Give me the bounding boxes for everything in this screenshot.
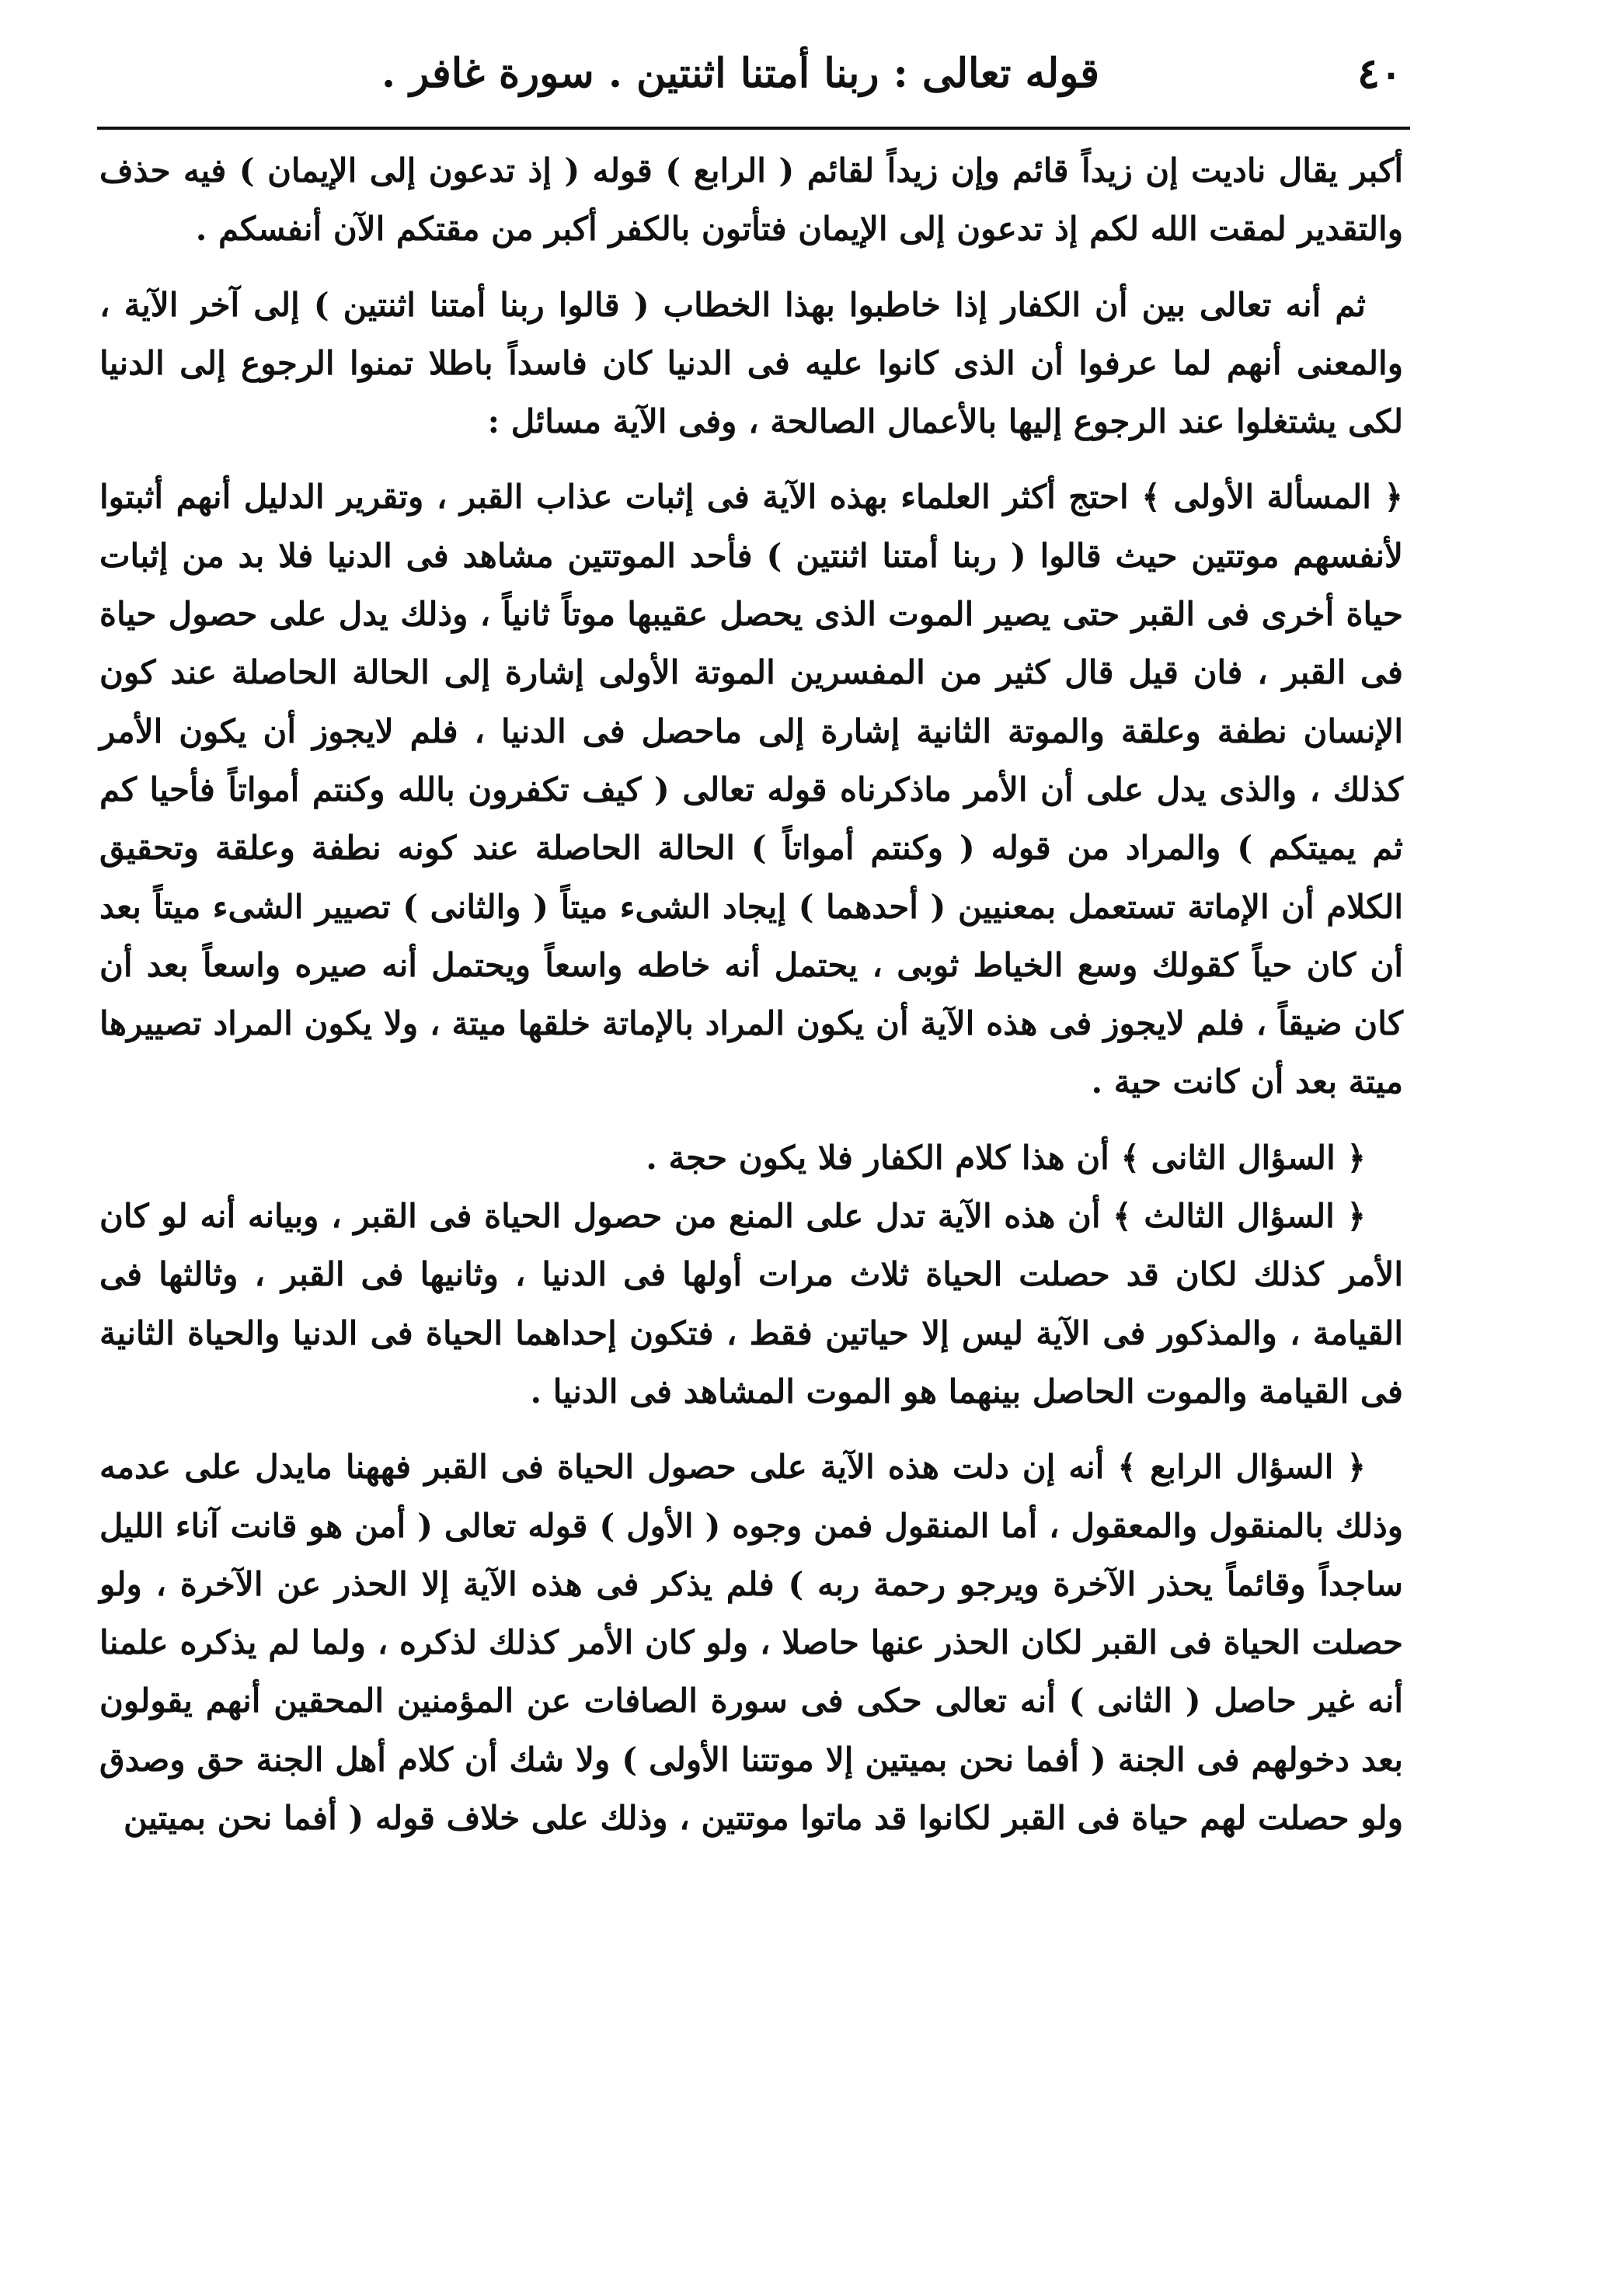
paragraph: ﴿ المسألة الأولى ﴾ احتج أكثر العلماء بهذه الآية فى إثبات عذاب القبر ، وتقرير الدليل أنهم أثبتوا لأنفسهم موتتين حيث قالوا ( ربنا أمتنا اثنتين ) فأحد الموتتين مشاهد فى الدنيا فلا بد من إثبات حياة أخرى فى القبر حتى يصير الموت الذى يحصل عقيبها موتاً ثانياً ، وذلك يدل على حصول حياة فى القبر ، فان قيل قال كثير من المفسرين الموتة الأولى إشارة إلى الحالة الحاصلة عند كون الإنسان نطفة وعلقة والموتة الثانية إشارة إلى ماحصل فى الدنيا ، فلم لايجوز أن يكون الأمر كذلك ، والذى يدل على أن الأمر ماذكرناه قوله تعالى ( كيف تكفرون بالله وكنتم أمواتاً فأحيا كم ثم يميتكم ) والمراد من قوله ( وكنتم أمواتاً ) الحالة الحاصلة عند كونه نطفة وعلقة وتحقيق الكلام أن الإماتة تستعمل بمعنيين ( أحدهما ) إيجاد الشىء ميتاً ( والثانى ) تصيير الشىء ميتاً بعد أن كان حياً كقولك وسع الخياط ثوبى ، يحتمل أنه خاطه واسعاً ويحتمل أنه صيره واسعاً بعد أن كان ضيقاً ، فلم لايجوز فى هذه الآية أن يكون المراد بالإماتة خلقها ميتة ، ولا يكون المراد تصييرها ميتة بعد أن كانت حية .	[99, 478, 1403, 1101]
header-rule	[97, 127, 1410, 130]
body-text	[99, 141, 1403, 1847]
paragraph: أكبر يقال ناديت إن زيداً قائم وإن زيداً لقائم ( الرابع ) قوله ( إذ تدعون إلى الإيمان ) فيه حذف والتقدير لمقت الله لكم إذ تدعون إلى الإيمان فتأتون بالكفر أكبر من مقتكم الآن أنفسكم .	[99, 151, 1403, 249]
page-header	[101, 40, 1402, 126]
paragraph: ﴿ السؤال الثانى ﴾ أن هذا كلام الكفار فلا يكون حجة .	[646, 1138, 1366, 1177]
page-number: ٤٠	[1356, 48, 1402, 98]
paragraph: ثم أنه تعالى بين أن الكفار إذا خاطبوا بهذا الخطاب ( قالوا ربنا أمتنا اثنتين ) إلى آخر الآية ، والمعنى أنهم لما عرفوا أن الذى كانوا عليه فى الدنيا كان فاسداً باطلا تمنوا الرجوع إلى الدنيا لكى يشتغلوا عند الرجوع إليها بالأعمال الصالحة ، وفى الآية مسائل :	[99, 285, 1403, 441]
running-title: قوله تعالى : ربنا أمتنا اثنتين . سورة غافر .	[381, 50, 1099, 97]
paragraph: ﴿ السؤال الرابع ﴾ أنه إن دلت هذه الآية على حصول الحياة فى القبر فههنا مايدل على عدمه وذلك بالمنقول والمعقول ، أما المنقول فمن وجوه ( الأول ) قوله تعالى ( أمن هو قانت آناء الليل ساجداً وقائماً يحذر الآخرة ويرجو رحمة ربه ) فلم يذكر فى هذه الآية إلا الحذر عن الآخرة ، ولو حصلت الحياة فى القبر لكان الحذر عنها حاصلا ، ولو كان الأمر كذلك لذكره ، ولما لم يذكره علمنا أنه غير حاصل ( الثانى ) أنه تعالى حكى فى سورة الصافات عن المؤمنين المحقين أنهم يقولون بعد دخولهم فى الجنة ( أفما نحن بميتين إلا موتتنا الأولى ) ولا شك أن كلام أهل الجنة حق وصدق ولو حصلت لهم حياة فى القبر لكانوا قد ماتوا موتتين ، وذلك على خلاف قوله ( أفما نحن بميتين	[99, 1448, 1403, 1838]
paragraph: ﴿ السؤال الثالث ﴾ أن هذه الآية تدل على المنع من حصول الحياة فى القبر ، وبيانه أنه لو كان الأمر كذلك لكان قد حصلت الحياة ثلاث مرات أولها فى الدنيا ، وثانيها فى القبر ، وثالثها فى القيامة ، والمذكور فى الآية ليس إلا حياتين فقط ، فتكون إحداهما الحياة فى الدنيا والحياة الثانية فى القيامة والموت الحاصل بينهما هو الموت المشاهد فى الدنيا .	[99, 1197, 1403, 1411]
